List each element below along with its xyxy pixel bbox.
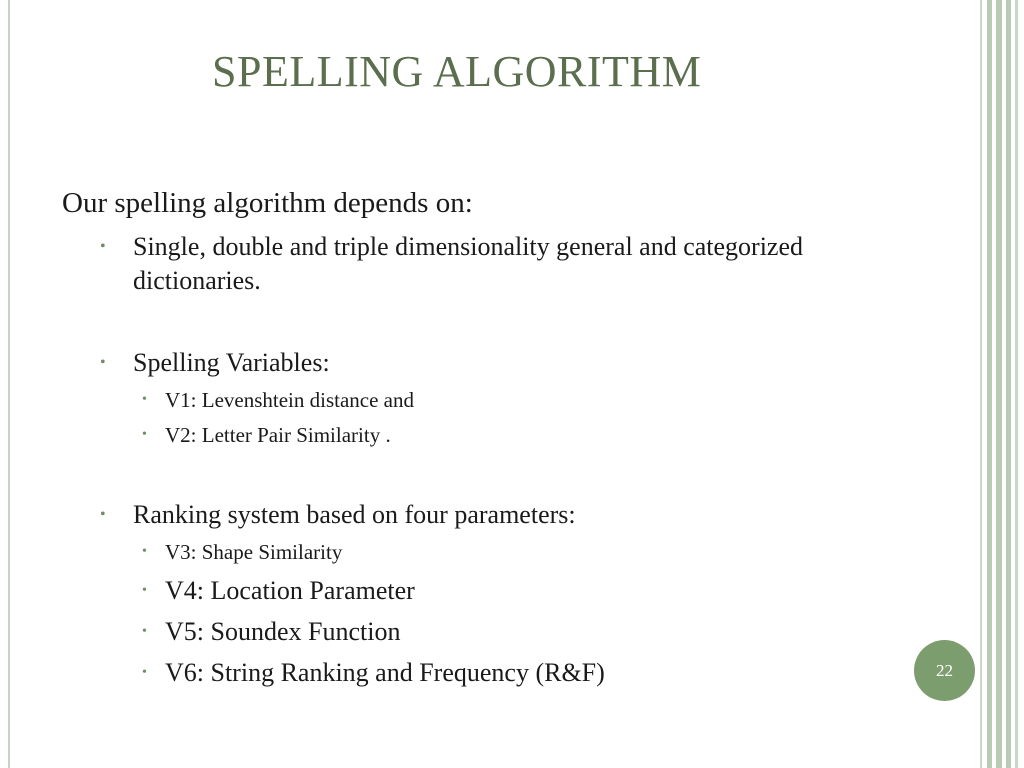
border-stripe — [1015, 0, 1018, 768]
sub-bullet-text: V4: Location Parameter — [165, 576, 415, 605]
bullet-icon: • — [100, 506, 106, 523]
right-border-stripes — [978, 0, 1024, 768]
bullet-icon: • — [142, 427, 147, 442]
sub-bullet-text: V1: Levenshtein distance and — [165, 388, 415, 412]
border-stripe — [1006, 0, 1011, 768]
bullet-icon: • — [100, 238, 106, 255]
bullet-text: Single, double and triple dimensionality general and categorized dictionaries. — [133, 232, 804, 295]
bullet-icon: • — [142, 624, 147, 639]
border-stripe — [987, 0, 992, 768]
slide-title: SPELLING ALGORITHM — [212, 47, 702, 96]
border-stripe — [980, 0, 982, 768]
page-number-badge: 22 — [914, 640, 975, 701]
bullet-icon: • — [142, 583, 147, 598]
sub-bullet-text: V6: String Ranking and Frequency (R&F) — [165, 658, 605, 687]
bullet-icon: • — [100, 354, 106, 371]
intro-text: Our spelling algorithm depends on: — [62, 187, 473, 219]
bullet-icon: • — [142, 392, 147, 407]
left-border-line — [8, 0, 10, 768]
bullet-icon: • — [142, 665, 147, 680]
sub-bullet-text: V3: Shape Similarity — [165, 540, 343, 564]
border-stripe — [996, 0, 1002, 768]
sub-bullet-text: V2: Letter Pair Similarity . — [165, 423, 391, 447]
bullet-text: Ranking system based on four parameters: — [133, 500, 576, 529]
bullet-text: Spelling Variables: — [133, 348, 330, 377]
sub-bullet-text: V5: Soundex Function — [165, 617, 401, 646]
bullet-icon: • — [142, 544, 147, 559]
